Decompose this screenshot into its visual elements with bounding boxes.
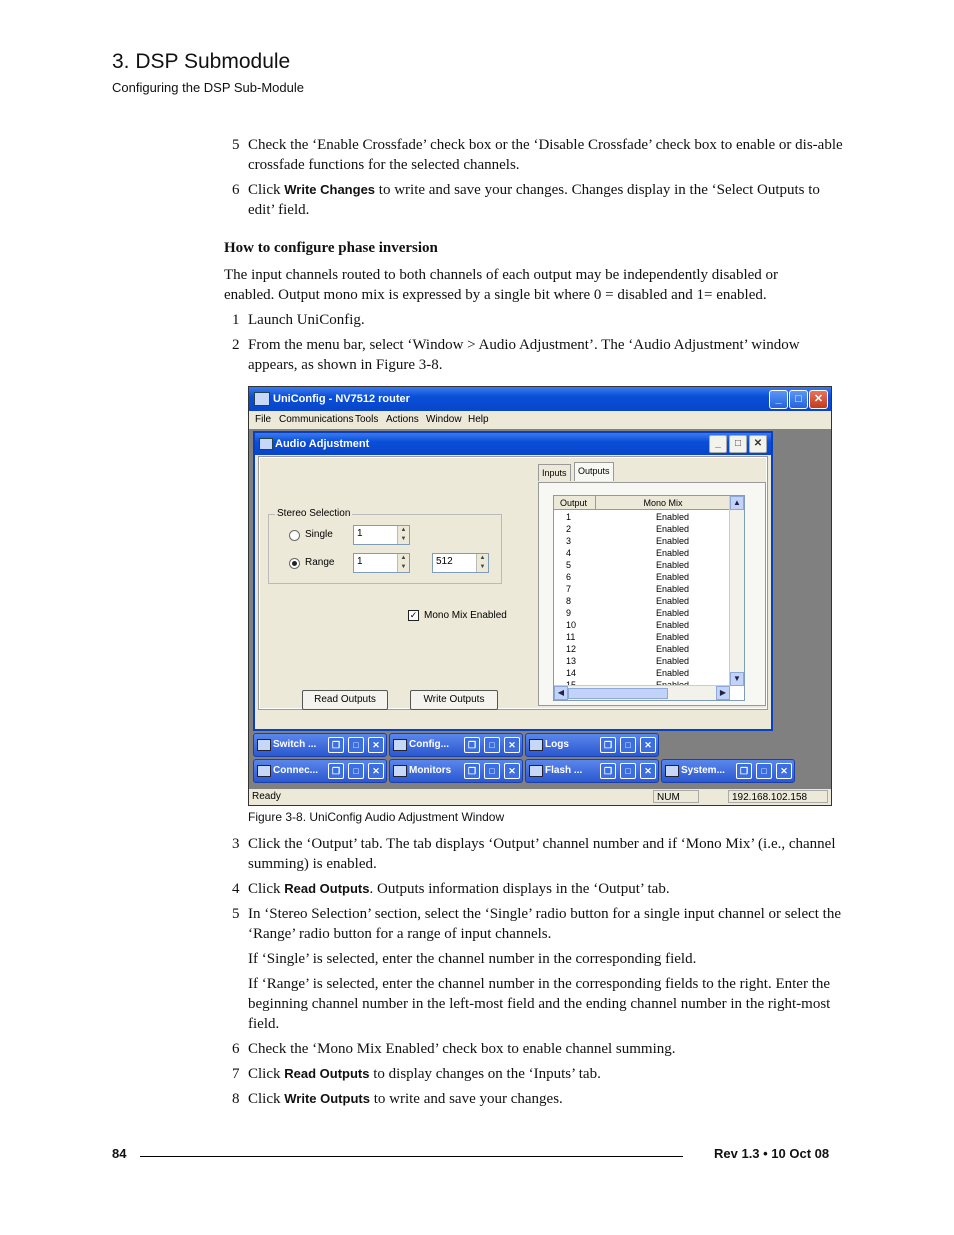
section-heading: How to configure phase inversion: [224, 240, 438, 256]
step-item: [232, 1039, 844, 1059]
mono-mix-value: Enabled: [656, 620, 690, 630]
app-titlebar: [249, 387, 831, 411]
task-label: Monitors: [409, 765, 452, 776]
output-number: 10: [566, 620, 577, 630]
step-number: 6: [232, 182, 240, 198]
task-label: Flash ...: [545, 765, 583, 776]
task-label: Logs: [545, 739, 569, 750]
step-number: 6: [232, 1041, 240, 1057]
step-text: to display changes on the ‘Inputs’ tab.: [369, 1066, 601, 1082]
window-icon: [529, 739, 543, 751]
list-item[interactable]: [554, 583, 730, 595]
task-switch[interactable]: [253, 733, 387, 757]
child-title: Audio Adjustment: [275, 438, 370, 450]
step-number: 8: [232, 1091, 240, 1107]
scroll-right-icon[interactable]: ▶: [716, 686, 730, 700]
single-spinner[interactable]: [353, 525, 410, 545]
step-text: Check the ‘Mono Mix Enabled’ check box to enable channel summing.: [248, 1041, 676, 1057]
output-number: 6: [566, 572, 572, 582]
list-item[interactable]: [554, 511, 730, 523]
step-text: In ‘Stereo Selection’ section, select the ‘Single’ radio button for a single input channel or select the ‘Range’ radio button for a range of input channels.: [248, 906, 842, 942]
range-to-spinner[interactable]: [432, 553, 489, 573]
mono-mix-label: Mono Mix Enabled: [424, 610, 507, 621]
list-item[interactable]: [554, 655, 730, 667]
task-logs[interactable]: [525, 733, 659, 757]
ip-address: 192.168.102.158: [728, 790, 828, 803]
scroll-down-icon[interactable]: ▼: [730, 672, 744, 686]
mono-mix-value: Enabled: [656, 656, 690, 666]
output-number: 5: [566, 560, 572, 570]
window-icon: [393, 739, 407, 751]
adjustment-panel: [259, 457, 767, 709]
step-item: [232, 1064, 844, 1084]
tab-outputs[interactable]: Outputs: [574, 462, 614, 481]
app-icon: [254, 392, 270, 406]
step-item: [232, 180, 844, 220]
mono-mix-value: Enabled: [656, 572, 690, 582]
outputs-tab-pane: [538, 482, 766, 706]
close-icon[interactable]: ✕: [809, 390, 828, 409]
step-number: 1: [232, 312, 240, 328]
task-label: Config...: [409, 739, 449, 750]
task-config[interactable]: [389, 733, 523, 757]
close-icon[interactable]: ✕: [504, 737, 520, 753]
spinner-arrows-icon[interactable]: ▲ ▼: [476, 554, 488, 572]
step-number: 5: [232, 906, 240, 922]
step-number: 4: [232, 881, 240, 897]
vertical-scrollbar[interactable]: [729, 496, 744, 686]
restore-icon[interactable]: ❐: [464, 737, 480, 753]
restore-icon[interactable]: ❐: [328, 737, 344, 753]
list-item[interactable]: [554, 535, 730, 547]
child-titlebar: [255, 433, 771, 455]
menu-bar: [249, 411, 831, 429]
step-number: 5: [232, 137, 240, 153]
mono-mix-value: Enabled: [656, 512, 690, 522]
range-from-value: 1: [357, 556, 363, 567]
step-text: to write and save your changes.: [369, 1091, 563, 1107]
output-number: 1: [566, 512, 572, 522]
range-label: Range: [305, 557, 335, 568]
minimize-icon[interactable]: _: [709, 435, 727, 453]
scroll-left-icon[interactable]: ◀: [554, 686, 568, 700]
num-indicator: NUM: [653, 790, 699, 803]
mono-mix-value: Enabled: [656, 596, 690, 606]
step-text: . Outputs information displays in the ‘Output’ tab.: [369, 881, 670, 897]
outputs-list[interactable]: [553, 495, 745, 701]
page-number: 84: [112, 1146, 127, 1161]
task-system[interactable]: [661, 759, 795, 783]
close-icon[interactable]: ✕: [749, 435, 767, 453]
list-item[interactable]: [554, 607, 730, 619]
maximize-icon[interactable]: □: [756, 763, 772, 779]
output-number: 12: [566, 644, 577, 654]
close-icon[interactable]: ✕: [504, 763, 520, 779]
maximize-icon[interactable]: □: [484, 737, 500, 753]
list-item[interactable]: [554, 547, 730, 559]
task-label: Connec...: [273, 765, 319, 776]
section-subtitle: Configuring the DSP Sub-Module: [112, 80, 304, 95]
output-number: 4: [566, 548, 572, 558]
menu-actions[interactable]: Actions: [386, 414, 419, 425]
step-item: [232, 904, 844, 944]
spinner-arrows-icon[interactable]: ▲ ▼: [397, 554, 409, 572]
output-number: 13: [566, 656, 577, 666]
task-flash[interactable]: [525, 759, 659, 783]
mono-mix-value: Enabled: [656, 560, 690, 570]
tab-inputs[interactable]: Inputs: [538, 464, 571, 481]
column-output[interactable]: Output: [554, 496, 596, 510]
mono-mix-value: Enabled: [656, 548, 690, 558]
close-icon[interactable]: ✕: [368, 737, 384, 753]
audio-adjustment-window: [253, 431, 773, 731]
menu-window[interactable]: Window: [426, 414, 462, 425]
output-number: 3: [566, 536, 572, 546]
maximize-icon[interactable]: □: [348, 737, 364, 753]
ui-term: Read Outputs: [284, 1066, 370, 1081]
step-item: [232, 335, 844, 375]
maximize-icon[interactable]: □: [620, 763, 636, 779]
range-radio[interactable]: [289, 558, 300, 569]
close-icon[interactable]: ✕: [368, 763, 384, 779]
window-icon: [529, 765, 543, 777]
window-icon: [257, 739, 271, 751]
output-number: 7: [566, 584, 572, 594]
step-text: to write and save your changes. Changes display in the ‘Select Outputs to edit’ field.: [248, 182, 820, 218]
menu-communications[interactable]: Communications: [279, 414, 354, 425]
step-text: Launch UniConfig.: [248, 312, 365, 328]
single-value: 1: [357, 528, 363, 539]
chapter-title: 3. DSP Submodule: [112, 50, 291, 73]
maximize-icon[interactable]: □: [484, 763, 500, 779]
task-label: System...: [681, 765, 725, 776]
step-item: [232, 834, 844, 874]
restore-icon[interactable]: ❐: [600, 763, 616, 779]
maximize-icon[interactable]: □: [620, 737, 636, 753]
output-number: 14: [566, 668, 577, 678]
step-text: From the menu bar, select ‘Window > Audio Adjustment’. The ‘Audio Adjustment’ window appears, as shown in Figure 3-8.: [248, 337, 800, 373]
restore-icon[interactable]: ❐: [464, 763, 480, 779]
window-icon: [257, 765, 271, 777]
task-connections[interactable]: [253, 759, 387, 783]
step-text: Click: [248, 1066, 285, 1082]
scroll-up-icon[interactable]: ▲: [730, 496, 744, 510]
step-text: Check the ‘Enable Crossfade’ check box or the ‘Disable Crossfade’ check box to enable or dis-able crossfade functions for the selected channels.: [248, 137, 843, 173]
output-number: 11: [566, 632, 576, 642]
read-outputs-button[interactable]: Read Outputs: [302, 690, 388, 710]
list-item[interactable]: [554, 619, 730, 631]
output-number: 8: [566, 596, 572, 606]
task-label: Switch ...: [273, 739, 317, 750]
ui-term: Read Outputs: [284, 881, 370, 896]
list-item[interactable]: [554, 523, 730, 535]
window-icon: [259, 438, 273, 450]
step-text: Click the ‘Output’ tab. The tab displays ‘Output’ channel number and if ‘Mono Mix’ (i.e., channel summing) is enabled.: [248, 836, 836, 872]
step-item: [232, 135, 844, 175]
mono-mix-checkbox[interactable]: ✓: [409, 610, 418, 620]
mono-mix-value: Enabled: [656, 644, 690, 654]
ui-term: Write Outputs: [284, 1091, 370, 1106]
step-item: [232, 1089, 844, 1109]
revision-info: Rev 1.3 • 10 Oct 08: [714, 1146, 830, 1161]
list-item[interactable]: [554, 631, 730, 643]
list-item[interactable]: [554, 559, 730, 571]
scroll-thumb[interactable]: [568, 688, 668, 699]
restore-icon[interactable]: ❐: [328, 763, 344, 779]
range-from-spinner[interactable]: [353, 553, 410, 573]
list-item[interactable]: [554, 595, 730, 607]
menu-file[interactable]: File: [255, 414, 272, 425]
step-item: [232, 879, 844, 899]
stereo-selection-group: [268, 508, 502, 584]
step-number: 2: [232, 337, 240, 353]
mdi-area: [249, 429, 831, 789]
close-icon[interactable]: ✕: [776, 763, 792, 779]
step-number: 7: [232, 1066, 240, 1082]
mono-mix-value: Enabled: [656, 608, 690, 618]
maximize-icon[interactable]: □: [348, 763, 364, 779]
app-title: UniConfig - NV7512 router: [273, 393, 410, 405]
step-text: Click: [248, 1091, 285, 1107]
single-label: Single: [305, 529, 333, 540]
close-icon[interactable]: ✕: [640, 737, 656, 753]
single-radio[interactable]: [289, 530, 300, 541]
step-text: Click: [248, 881, 285, 897]
step-item: [232, 310, 844, 330]
tab-control: [538, 464, 766, 704]
note-paragraph: If ‘Range’ is selected, enter the channel number in the corresponding fields to the right. Enter the beginning channel number in the left-most field and the ending channel number in the right-most field.: [248, 976, 831, 1032]
footer-rule: [140, 1156, 683, 1157]
column-mono-mix[interactable]: Mono Mix: [596, 496, 730, 510]
horizontal-scrollbar[interactable]: [554, 685, 730, 700]
window-icon: [393, 765, 407, 777]
restore-icon[interactable]: ❐: [600, 737, 616, 753]
uniconfig-screenshot: [248, 386, 832, 806]
menu-tools[interactable]: Tools: [355, 414, 379, 425]
status-bar: [249, 789, 831, 805]
list-item[interactable]: [554, 643, 730, 655]
mono-mix-value: Enabled: [656, 536, 690, 546]
spinner-arrows-icon[interactable]: ▲ ▼: [397, 526, 409, 544]
mono-mix-value: Enabled: [656, 584, 690, 594]
list-item[interactable]: [554, 667, 730, 679]
ui-term: Write Changes: [284, 182, 376, 197]
minimize-icon[interactable]: _: [769, 390, 788, 409]
step-text: Click: [248, 182, 285, 198]
maximize-icon[interactable]: □: [729, 435, 747, 453]
maximize-icon[interactable]: □: [789, 390, 808, 409]
mono-mix-value: Enabled: [656, 668, 690, 678]
step-number: 3: [232, 836, 240, 852]
note-paragraph: If ‘Single’ is selected, enter the channel number in the corresponding field.: [248, 951, 697, 967]
write-outputs-button[interactable]: Write Outputs: [410, 690, 498, 710]
range-to-value: 512: [436, 556, 453, 567]
output-number: 9: [566, 608, 572, 618]
menu-help[interactable]: Help: [468, 414, 489, 425]
window-icon: [665, 765, 679, 777]
figure-caption: Figure 3-8. UniConfig Audio Adjustment Window: [248, 810, 505, 824]
list-item[interactable]: [554, 571, 730, 583]
mono-mix-value: Enabled: [656, 632, 690, 642]
intro-paragraph: The input channels routed to both channels of each output may be independently disabled or enabled. Output mono mix is expressed by a single bit where 0 = disabled and 1= enabled.: [224, 267, 779, 303]
restore-icon[interactable]: ❐: [736, 763, 752, 779]
close-icon[interactable]: ✕: [640, 763, 656, 779]
task-monitors[interactable]: [389, 759, 523, 783]
group-label: Stereo Selection: [277, 508, 351, 519]
status-text: Ready: [252, 791, 281, 802]
output-number: 2: [566, 524, 572, 534]
mono-mix-value: Enabled: [656, 524, 690, 534]
